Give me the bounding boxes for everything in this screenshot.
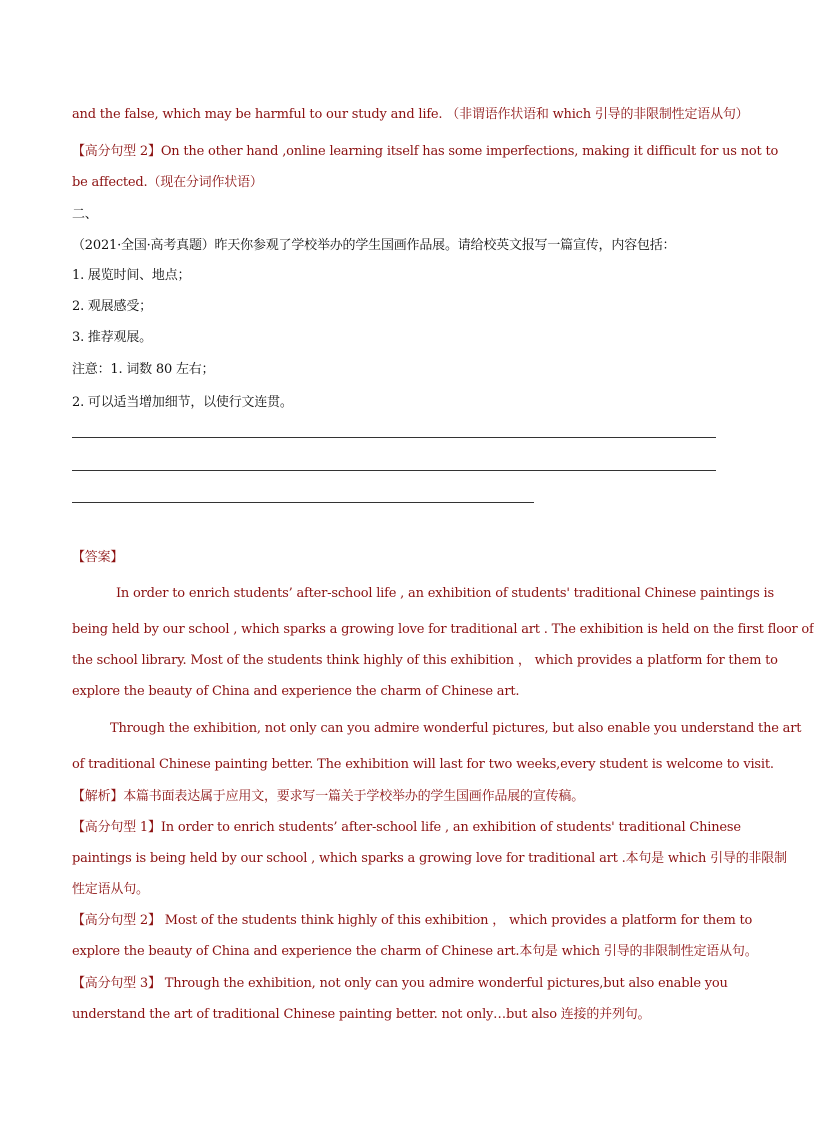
top-item-2-cont: be affected.（现在分词作状语） [72,175,263,190]
sentence-text: Most of the students think highly of this exhibition ， which provides a platform for them to [160,913,753,928]
top-item-2 [72,143,779,161]
task-prompt: （2021·全国·高考真题）昨天你参观了学校举办的学生国画作品展。请给校英文报写一篇宣传，内容包括： [72,238,676,253]
sentence-1-line-2: paintings is being held by our school , which sparks a growing love for traditional art .本句是 which 引导的非限制 [72,851,787,866]
answer-p1-line-4: explore the beauty of China and experience the charm of Chinese art. [72,684,520,699]
sentence-1-line-3: 性定语从句。 [72,882,149,897]
sentence-3-line-2: understand the art of traditional Chinese painting better. not only…but also 连接的并列句。 [72,1007,651,1022]
item-tag: 【高分句型 2】 [72,144,161,159]
sentence-text: In order to enrich students’ after-school life , an exhibition of students' traditional Chinese [160,820,741,835]
sentence-3-line-1 [72,975,732,993]
task-item-3: 3. 推荐观展。 [72,330,152,345]
answer-label: 【答案】 [72,550,124,565]
sentence-text: Through the exhibition, not only can you admire wonderful pictures,but also enable you [160,976,728,991]
sentence-1-line-1 [72,819,741,837]
writing-line [72,437,716,438]
task-item-2: 2. 观展感受； [72,299,152,314]
sentence-tag: 【高分句型 1】 [72,820,161,835]
top-line-1: and the false, which may be harmful to our study and life. （非谓语作状语和 which 引导的非限制性定语从句） [72,107,749,122]
section-heading: 二、 [72,207,98,222]
item-text: On the other hand ,online learning itself has some imperfections, making it difficult for us not to [160,144,779,159]
sentence-2-line-1 [72,912,753,930]
answer-p2-line-2: of traditional Chinese painting better. The exhibition will last for two weeks,every student is welcome to visit. [72,757,774,772]
sentence-tag: 【高分句型 3】 [72,976,161,991]
analysis-text: 本篇书面表达属于应用文，要求写一篇关于学校举办的学生国画作品展的宣传稿。 [123,789,585,804]
task-note-1: 注意：1. 词数 80 左右； [72,362,215,377]
answer-p1-line-1: In order to enrich students’ after-school life , an exhibition of students' traditional Chinese paintings is [116,586,774,601]
analysis-label: 【解析】 [72,789,124,804]
task-item-1: 1. 展览时间、地点； [72,268,191,283]
answer-p2-line-1: Through the exhibition, not only can you admire wonderful pictures, but also enable you understand the art [110,721,802,736]
sentence-tag: 【高分句型 2】 [72,913,161,928]
writing-line [72,470,716,471]
writing-line [72,502,534,503]
task-note-2: 2. 可以适当增加细节，以使行文连贯。 [72,395,293,410]
sentence-2-line-2: explore the beauty of China and experience the charm of Chinese art.本句是 which 引导的非限制性定语从句。 [72,944,758,959]
answer-p1-line-2: being held by our school , which sparks a growing love for traditional art . The exhibition is held on the first floor of [72,622,814,637]
answer-p1-line-3: the school library. Most of the students think highly of this exhibition ， which provides a platform for them to [72,653,778,668]
analysis-intro [72,788,732,806]
